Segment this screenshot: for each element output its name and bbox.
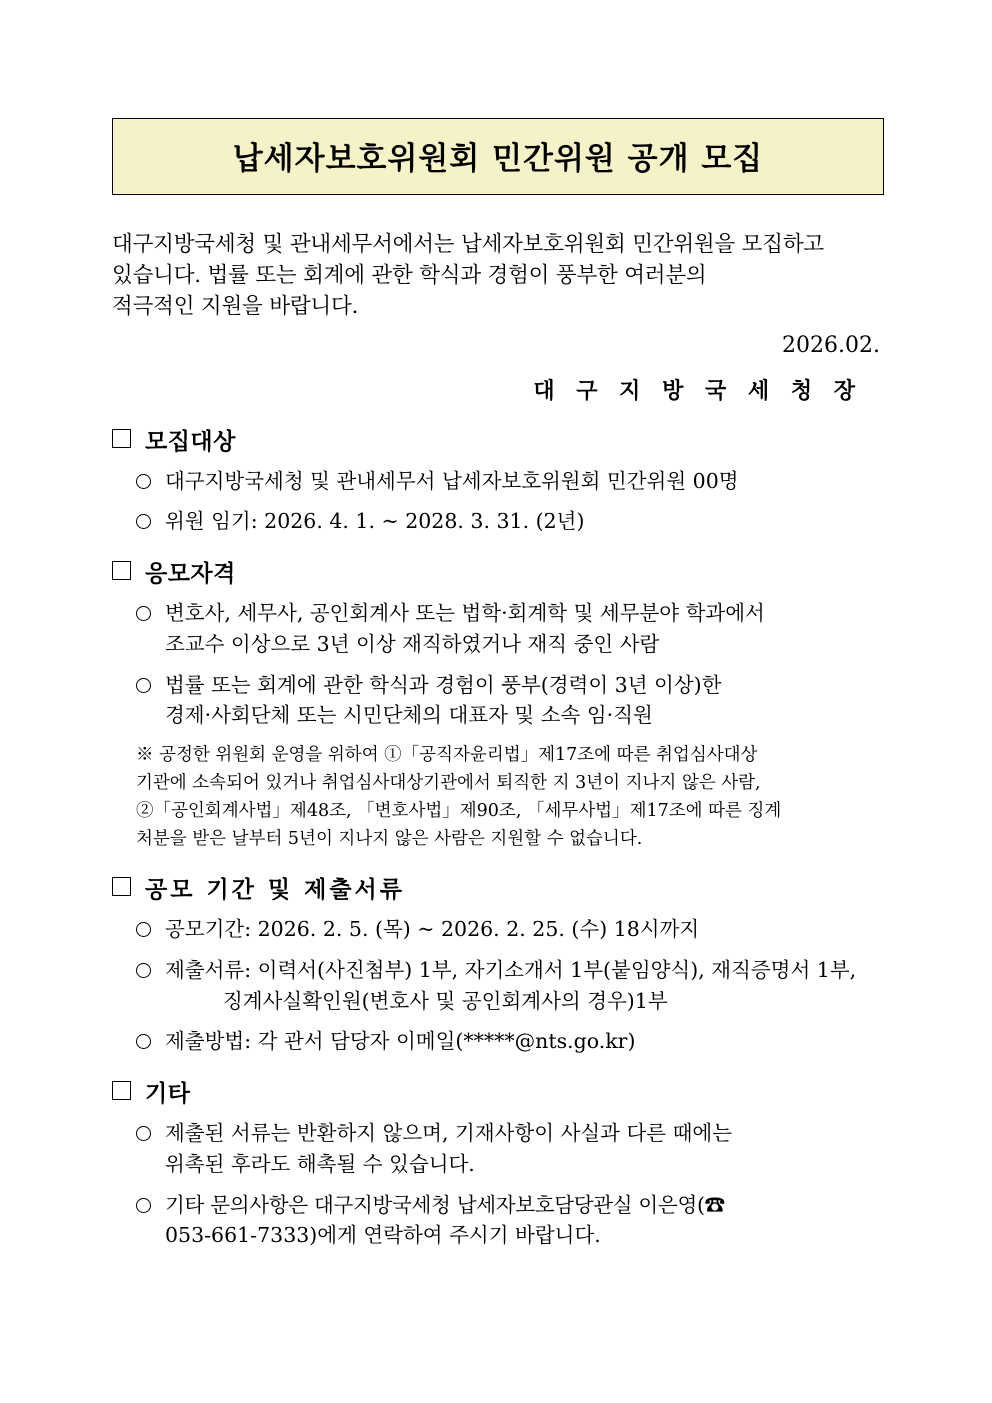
list-item [112,506,884,537]
circle-bullet-icon [136,963,151,978]
eligibility-note: ※ 공정한 위원회 운영을 위하여 ①「공직자윤리법」제17조에 따른 취업심사대상 기관에 소속되어 있거나 취업심사대상기관에서 퇴직한 지 3년이 지나지 않은 사람, ②「공인회계사법」제48조, 「변호사법」제90조, 「세무사법」제17조에 따른 징계 처분을 받은 날부터 5년이 지나지 않은 사람은 지원할 수 없습니다. [136,745,782,850]
intro-paragraph [112,229,884,323]
list-item [112,955,884,1017]
circle-bullet-icon [136,922,151,937]
list-item-body: 기타 문의사항은 대구지방국세청 납세자보호담당관실 이은영(☎ 053-661-7333)에게 연락하여 주시기 바랍니다. [165,1192,725,1248]
list-item-body: 제출된 서류는 반환하지 않으며, 기재사항이 사실과 다른 때에는 위촉된 후라도 해촉될 수 있습니다. [165,1121,733,1176]
intro-line-3: 적극적인 지원을 바랍니다. [112,294,359,320]
section-eligibility [112,555,884,853]
list-item [112,670,884,732]
section-heading: 공모 기간 및 제출서류 [112,871,884,904]
section-period-and-documents [112,871,884,1057]
list-item [112,1190,884,1252]
issue-date: 2026.02. [782,332,880,358]
list-item-body: 제출방법: 각 관서 담당자 이메일(*****@nts.go.kr) [165,1029,636,1054]
square-bullet-icon [112,1081,131,1100]
item-list [112,1118,884,1251]
list-item [112,466,884,497]
square-bullet-icon [112,877,131,896]
list-item-body: 변호사, 세무사, 공인회계사 또는 법학·회계학 및 세무분야 학과에서 조교수 이상으로 3년 이상 재직하였거나 재직 중인 사람 [165,601,765,656]
circle-bullet-icon [136,606,151,621]
list-item-body: 제출서류: 이력서(사진첨부) 1부, 자기소개서 1부(붙임양식), 재직증명서 1부, 징계사실확인원(변호사 및 공인회계사의 경우)1부 [165,957,857,1013]
list-item [112,914,884,945]
section-heading: 응모자격 [112,555,884,588]
section-heading: 모집대상 [112,423,884,456]
circle-bullet-icon [136,1126,151,1141]
circle-bullet-icon [136,514,151,529]
section-heading: 기타 [112,1075,884,1108]
section-recruitment-target [112,423,884,538]
item-list [112,466,884,538]
circle-bullet-icon [136,678,151,693]
list-item [112,598,884,660]
document-title-bar [112,118,884,195]
square-bullet-icon [112,429,131,448]
page-title: 납세자보호위원회 민간위원 공개 모집 [232,141,764,177]
issuer-name: 대 구 지 방 국 세 청 장 [533,377,862,404]
list-item-body: 법률 또는 회계에 관한 학식과 경험이 풍부(경력이 3년 이상)한 경제·사회단체 또는 시민단체의 대표자 및 소속 임·직원 [165,672,722,728]
list-item-body: 위원 임기: 2026. 4. 1. ~ 2028. 3. 31. (2년) [165,509,585,534]
section-other [112,1075,884,1251]
list-item-body: 공모기간: 2026. 2. 5. (목) ~ 2026. 2. 25. (수) 18시까지 [165,917,700,942]
circle-bullet-icon [136,474,151,489]
circle-bullet-icon [136,1198,151,1213]
item-list [112,598,884,731]
list-item-body: 대구지방국세청 및 관내세무서 납세자보호위원회 민간위원 00명 [165,468,739,493]
item-list [112,914,884,1057]
intro-line-1: 대구지방국세청 및 관내세무서에서는 납세자보호위원회 민간위원을 모집하고 [112,232,824,257]
intro-line-2: 있습니다. 법률 또는 회계에 관한 학식과 경험이 풍부한 여러분의 [112,263,707,289]
square-bullet-icon [112,561,131,580]
list-item [112,1026,884,1057]
list-item [112,1118,884,1180]
circle-bullet-icon [136,1034,151,1049]
